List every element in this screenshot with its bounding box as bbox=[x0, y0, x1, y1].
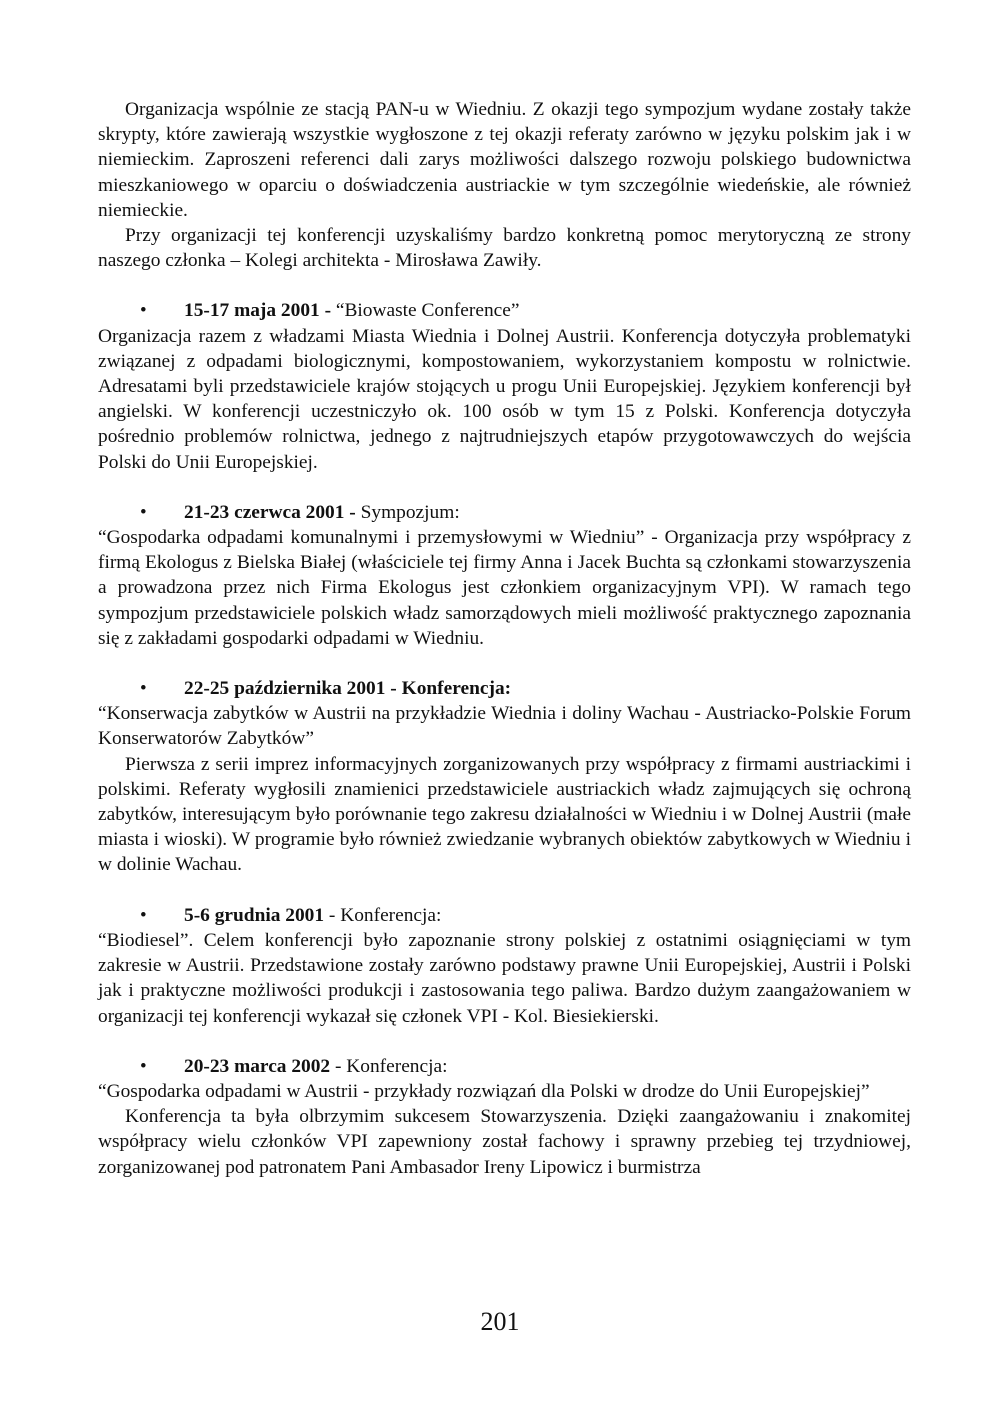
page-number: 201 bbox=[480, 1307, 520, 1336]
event-body: Pierwsza z serii imprez informacyjnych zorganizowanych przy współpracy z firmami austriackimi i polskimi. Referaty wygłosili znamienici przedstawiciele austriackich władz zajmujących się ochroną zabytków, interesującym było porównanie tego zakresu działalności w Wiedniu i w Dolnej Austrii (małe miasta i wioski). W programie było również zwiedzanie wybranych obiektów zabytkowych w Wiedniu i w dolinie Wachau. bbox=[98, 753, 911, 876]
event-separator: - bbox=[385, 678, 402, 700]
event-date: 22-25 października 2001 bbox=[184, 678, 386, 700]
event-type: “Biowaste Conference” bbox=[335, 300, 520, 322]
event-body: “Biodiesel”. Celem konferencji było zapoznanie strony polskiej z ostatnimi osiągnięciami w tym zakresie w Austrii. Przedstawione zostały zarówno podstawy prawne Unii Europejskiej, Austrii i Polski jak i praktyczne możliwości produkcji i zastosowania tego paliwa. Bardzo dużym zaangażowaniem w organizacji tej konferencji wykazał się członek VPI - Kol. Biesiekierski. bbox=[98, 929, 911, 1027]
event-date: 5-6 grudnia 2001 bbox=[184, 904, 325, 926]
event-heading bbox=[98, 903, 911, 928]
event-section bbox=[98, 1054, 911, 1180]
bullet-icon: • bbox=[140, 501, 147, 523]
event-date: 21-23 czerwca 2001 bbox=[184, 501, 345, 523]
event-section bbox=[98, 500, 911, 651]
event-separator: - bbox=[330, 1055, 347, 1077]
event-type: Konferencja: bbox=[340, 904, 442, 926]
event-title: “Gospodarka odpadami w Austrii - przykłady rozwiązań dla Polski w drodze do Unii Europejskiej” bbox=[98, 1080, 870, 1102]
event-type: Konferencja: bbox=[346, 1055, 448, 1077]
bullet-icon: • bbox=[140, 904, 147, 926]
intro-paragraph-1: Organizacja wspólnie ze stacją PAN-u w Wiedniu. Z okazji tego sympozjum wydane zostały także skrypty, które zawierają wszystkie wygłoszone z tej okazji referaty zarówno w języku polskim jak i w niemieckim. Zaproszeni referenci dali zarys możliwości dalszego rozwoju polskiego budownictwa mieszkaniowego w oparciu o doświadczenia austriackie w tym szczególnie wiedeńskie, ale również niemieckie. bbox=[98, 99, 911, 221]
event-section bbox=[98, 298, 911, 474]
event-type: Sympozjum: bbox=[360, 501, 460, 523]
bullet-icon: • bbox=[140, 300, 147, 322]
event-section bbox=[98, 676, 911, 878]
event-heading bbox=[98, 676, 911, 701]
event-body: Konferencja ta była olbrzymim sukcesem Stowarzyszenia. Dzięki zaangażowaniu i znakomitej współpracy wielu członków VPI zapewniony został fachowy i sprawny przebieg tej trzydniowej, zorganizowanej pod patronatem Pani Ambasador Ireny Lipowicz i burmistrza bbox=[98, 1106, 911, 1178]
event-body: “Gospodarka odpadami komunalnymi i przemysłowymi w Wiedniu” - Organizacja przy współpracy z firmą Ekologus z Bielska Białej (właściciele tej firmy Anna i Jacek Buchta są członkami stowarzyszenia a prowadzona przez nich Firma Ekologus jest członkiem organizacyjnym VPI). W ramach tego sympozjum przedstawiciele polskich władz samorządowych mieli możliwość praktycznego zapoznania się z zakładami gospodarki odpadami w Wiedniu. bbox=[98, 527, 911, 649]
bullet-icon: • bbox=[140, 1055, 147, 1077]
bullet-icon: • bbox=[140, 678, 147, 700]
event-body: Organizacja razem z władzami Miasta Wiednia i Dolnej Austrii. Konferencja dotyczyła problematyki związanej z odpadami biologicznymi, kompostowaniem, wykorzystaniem kompostu w rolnictwie. Adresatami byli przedstawiciele krajów stojących u progu Unii Europejskiej. Językiem konferencji był angielski. W konferencji uczestniczyło ok. 100 osób w tym 15 z Polski. Konferencja dotyczyła pośrednio problemów rolnictwa, jednego z najtrudniejszych etapów przygotowawczych do wejścia Polski do Unii Europejskiej. bbox=[98, 325, 911, 473]
document-page bbox=[98, 97, 911, 1180]
event-date: 20-23 marca 2002 bbox=[184, 1055, 331, 1077]
event-separator: - bbox=[319, 300, 336, 322]
event-heading bbox=[98, 298, 911, 323]
event-heading bbox=[98, 500, 911, 525]
event-separator: - bbox=[324, 904, 341, 926]
event-type: Konferencja: bbox=[401, 678, 512, 700]
event-section bbox=[98, 903, 911, 1029]
event-heading bbox=[98, 1054, 911, 1079]
event-date: 15-17 maja 2001 bbox=[184, 300, 320, 322]
event-separator: - bbox=[344, 501, 361, 523]
intro-paragraph-2: Przy organizacji tej konferencji uzyskaliśmy bardzo konkretną pomoc merytoryczną ze strony naszego członka – Kolegi architekta - Mirosława Zawiły. bbox=[98, 225, 911, 272]
event-title: “Konserwacja zabytków w Austrii na przykładzie Wiednia i doliny Wachau - Austriacko-Polskie Forum Konserwatorów Zabytków” bbox=[98, 703, 911, 750]
